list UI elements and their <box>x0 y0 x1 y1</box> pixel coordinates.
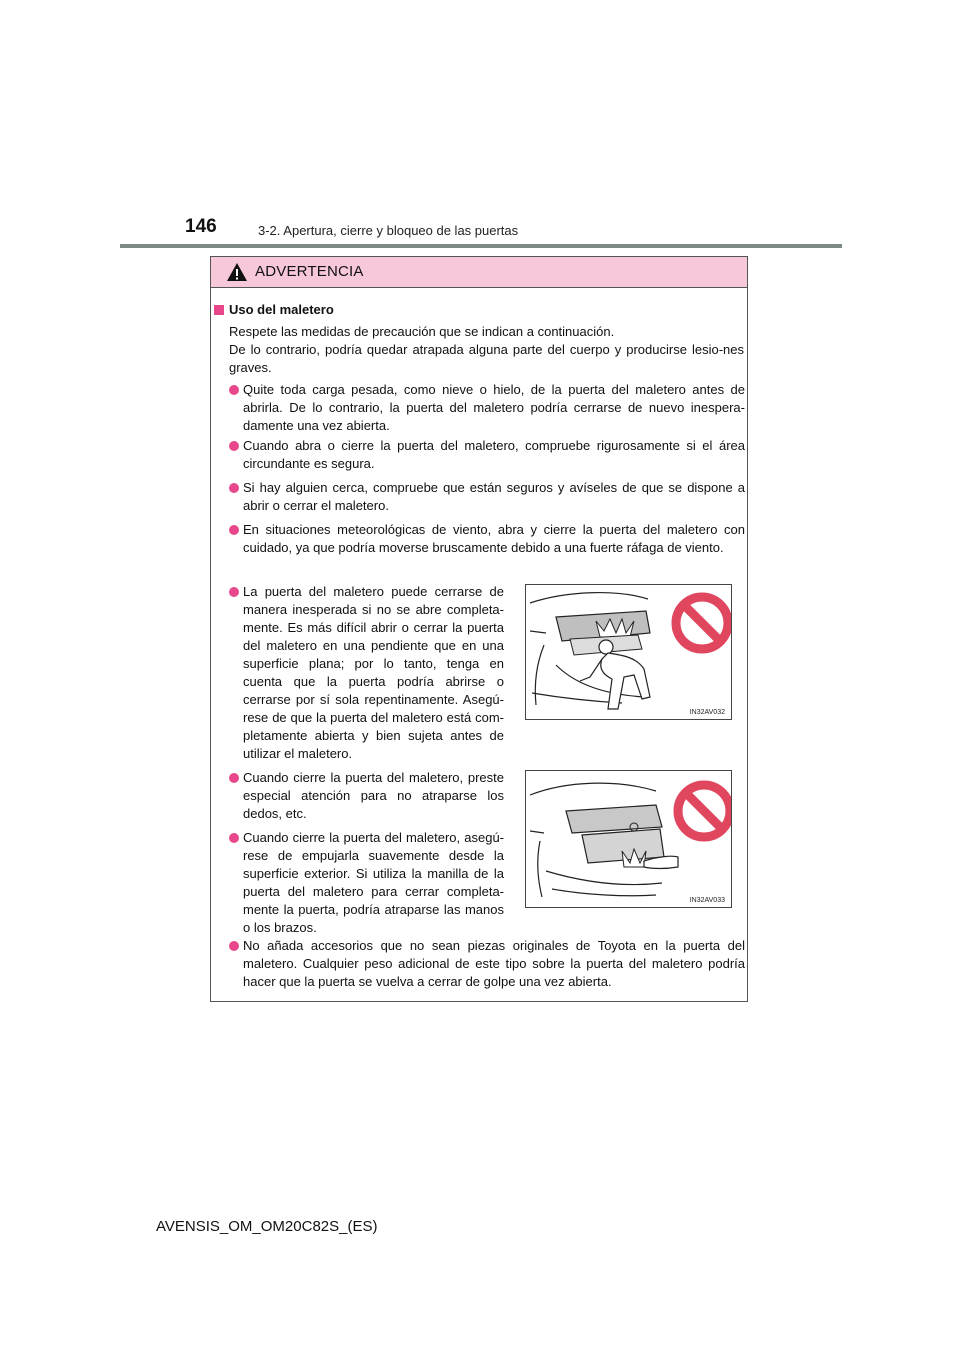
prohibition-icon <box>676 597 728 649</box>
warning-triangle-icon <box>226 262 248 282</box>
bullet-dot-icon <box>229 773 239 783</box>
bullet-dot-icon <box>229 483 239 493</box>
bullet-dot-icon <box>229 385 239 395</box>
section-title: 3-2. Apertura, cierre y bloqueo de las puertas <box>258 223 519 238</box>
header-rule <box>120 244 842 248</box>
figure-code: IN32AV032 <box>689 709 725 716</box>
footer-doc-code: AVENSIS_OM_OM20C82S_(ES) <box>156 1218 378 1235</box>
figure-code: IN32AV033 <box>689 897 725 904</box>
warning-title: ADVERTENCIA <box>255 263 364 280</box>
section-square-icon <box>214 305 224 315</box>
bullet-text: La puerta del maletero puede cerrarse de manera inesperada si no se abre completa-mente. Es más difícil abrir o cerrar la puerta del maletero en una pendiente que en una superficie plana; por lo tanto, tenga en cuenta que la puerta podría abrirse o cerrarse por sí sola repentinamente. Asegú-rese de que la puerta del maletero está com-pletamente abierta y bien sujeta antes de utilizar el maletero. <box>243 584 504 761</box>
bullet-text: Cuando cierre la puerta del maletero, preste especial atención para no atraparse los dedos, etc. <box>243 770 504 821</box>
illustration-trunk-hand <box>525 770 732 908</box>
trunk-person-drawing <box>526 585 731 719</box>
intro-text-2: De lo contrario, podría quedar atrapada alguna parte del cuerpo y producirse lesio-nes graves. <box>229 342 744 375</box>
trunk-hand-drawing <box>526 771 731 907</box>
illustration-trunk-person <box>525 584 732 720</box>
intro-text-1: Respete las medidas de precaución que se indican a continuación. <box>229 324 615 339</box>
warning-header <box>211 257 747 288</box>
bullet-text: No añada accesorios que no sean piezas originales de Toyota en la puerta del maletero. Cualquier peso adicional de este tipo sobre la puerta del maletero podría hacer que la puerta se vuelva a cerrar de golpe una vez abierta. <box>243 938 745 989</box>
bullet-dot-icon <box>229 833 239 843</box>
bullet-text: Quite toda carga pesada, como nieve o hielo, de la puerta del maletero antes de abrirla. De lo contrario, la puerta del maletero podría cerrarse de nuevo inespera-damente una vez abierta. <box>243 382 745 433</box>
bullet-text: Cuando cierre la puerta del maletero, asegú-rese de empujarla suavemente desde la superficie exterior. Si utiliza la manilla de la puerta del maletero para cerrar completa-mente la puerta, podría atraparse las manos o los brazos. <box>243 830 504 935</box>
bullet-text: Si hay alguien cerca, compruebe que están seguros y avíseles de que se dispone a abrir o cerrar el maletero. <box>243 480 745 513</box>
bullet-dot-icon <box>229 941 239 951</box>
bullet-text: Cuando abra o cierre la puerta del maletero, compruebe rigurosamente si el área circundante es segura. <box>243 438 745 471</box>
page-number: 146 <box>185 216 217 237</box>
bullet-text: En situaciones meteorológicas de viento, abra y cierre la puerta del maletero con cuidado, ya que podría moverse bruscamente debido a una fuerte ráfaga de viento. <box>243 522 745 555</box>
prohibition-icon <box>678 785 730 837</box>
bullet-dot-icon <box>229 587 239 597</box>
bullet-dot-icon <box>229 525 239 535</box>
section-heading: Uso del maletero <box>229 302 334 317</box>
bullet-dot-icon <box>229 441 239 451</box>
